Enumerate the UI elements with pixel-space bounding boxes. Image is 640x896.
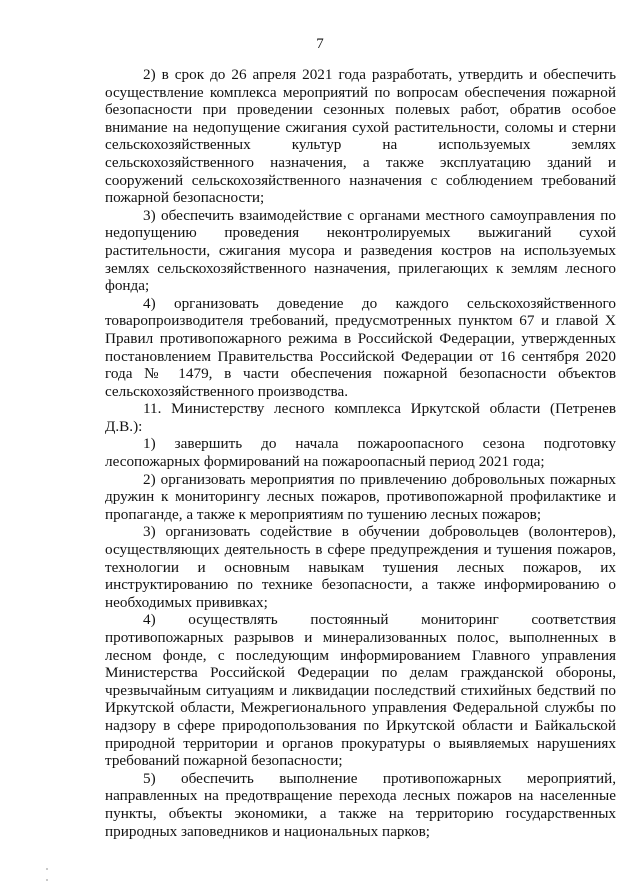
paragraph-section-11-heading: 11. Министерству лесного комплекса Иркутской области (Петренев Д.В.): [105,400,616,435]
paragraph-item-4-requirements: 4) организовать доведение до каждого сельскохозяйственного товаропроизводителя требований, предусмотренных пунктом 67 и главой X Правил противопожарного режима в Российской Федерации, утвержденных постановлением Правительства Российской Федерации от 16 сентября 2020 года № 1479, в части обеспечения пожарной безопасности объектов сельскохозяйственного производства. [105,294,616,400]
paragraph-11-item-3: 3) организовать содействие в обучении добровольцев (волонтеров), осуществляющих деятельность в сфере предупреждения и тушения пожаров, технологии и основным навыкам тушения лесных пожаров, их инструктированию по технике безопасности, а также информированию о необходимых прививках; [105,523,616,611]
paragraph-item-2-deadline: 2) в срок до 26 апреля 2021 года разработать, утвердить и обеспечить осуществление комплекса мероприятий по вопросам обеспечения пожарной безопасности при проведении сезонных полевых работ, обратив особое внимание на недопущение сжигания сухой растительности, соломы и стерни сельскохозяйственных культур на используемых землях сельскохозяйственного назначения, а также эксплуатацию зданий и сооружений сельскохозяйственного назначения с соблюдением требований пожарной безопасности; [105,66,616,207]
paragraph-11-item-5: 5) обеспечить выполнение противопожарных мероприятий, направленных на предотвращение перехода лесных пожаров на населенные пункты, объекты экономики, а также на территорию государственных природных заповедников и национальных парков; [105,769,616,840]
scan-artifact-dot [46,879,48,881]
paragraph-11-item-4: 4) осуществлять постоянный мониторинг соответствия противопожарных разрывов и минерализованных полос, выполненных в лесном фонде, с последующим информированием Главного управления Министерства Российской Федерации по делам гражданской обороны, чрезвычайным ситуациям и ликвидации последствий стихийных бедствий по Иркутской области, Межрегионального управления Федеральной службы по надзору в сфере природопользования по Иркутской области и Байкальской природной территории и органов прокуратуры о выявляемых нарушениях требований пожарной безопасности; [105,611,616,770]
paragraph-item-3-interaction: 3) обеспечить взаимодействие с органами местного самоуправления по недопущению проведения неконтролируемых выжиганий сухой растительности, сжигания мусора и разведения костров на используемых землях сельскохозяйственного назначения, прилегающих к землям лесного фонда; [105,206,616,295]
paragraph-11-item-1: 1) завершить до начала пожароопасного сезона подготовку лесопожарных формирований на пожароопасный период 2021 года; [105,435,616,471]
scan-artifact-dot [46,868,48,870]
page-number: 7 [316,36,324,52]
document-body [105,66,616,840]
paragraph-11-item-2: 2) организовать мероприятия по привлечению добровольных пожарных дружин к мониторингу лесных пожаров, противопожарной профилактике и пропаганде, а также к мероприятиям по тушению лесных пожаров; [105,470,616,523]
